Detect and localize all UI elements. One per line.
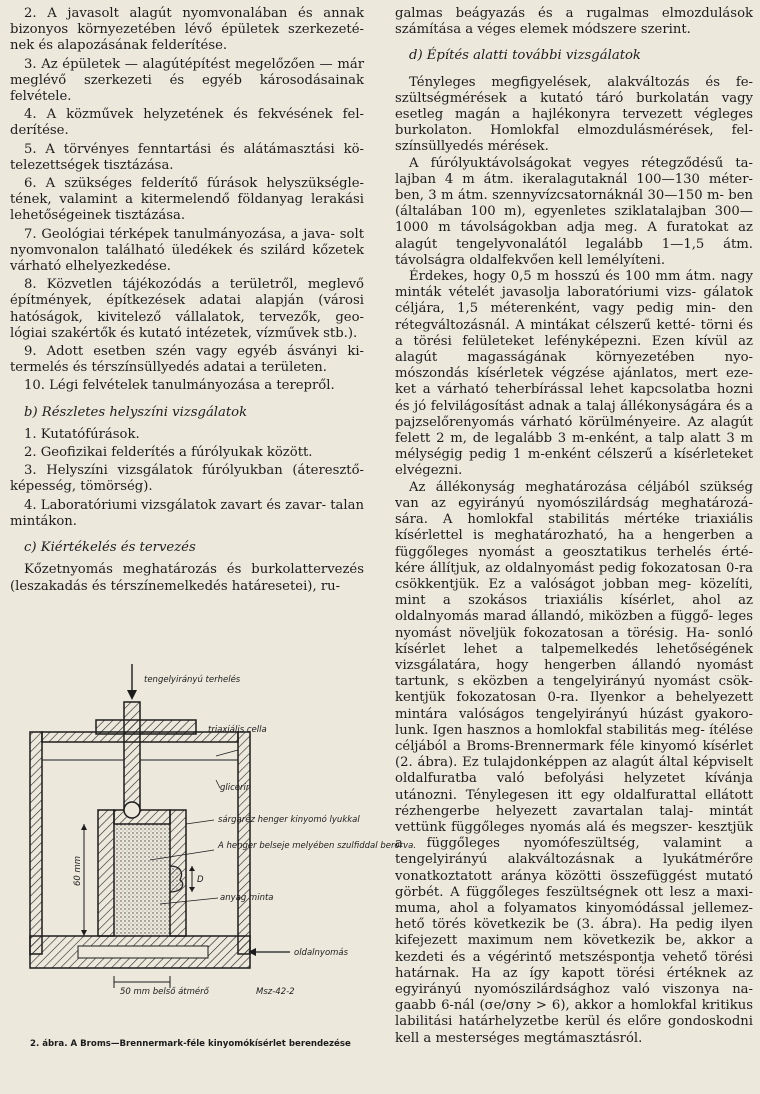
list-item: 2. Geofizikai felderítés a fúrólyukak között.	[24, 445, 313, 461]
paragraph: A fúrólyuktávolságokat vegyes rétegződésű ta- lajban 4 m átm. ikeralagutaknál 100—130 méter- ben, 3 m átm. szennyvízcsatornáknál 30—150 m- ben (általában 100 m), egyenletes sziklatalajban 300—1000 m távolságokban adja meg. A furatokat az alagút tengelyvonalától legalább 1—1,5 átm. távolságra oldalfekvően kell lemélyíteni.	[395, 155, 753, 268]
list-item: 1. Kutatófúrások.	[24, 426, 140, 442]
list-item: 3. Helyszíni vizsgálatok fúrólyukban (áteresztő- képesség, tömörség).	[10, 463, 364, 495]
list-item: 5. A törvényes fenntartási és alátámasztási kö- telezettségek tisztázása.	[10, 141, 364, 173]
label-stamp: Msz-42-2	[256, 987, 295, 997]
paragraph: Kőzetnyomás meghatározás és burkolattervezés (leszakadás és térszínemelkedés határesetei), ru-	[10, 562, 364, 594]
figure-apparatus	[20, 660, 417, 1060]
list-item: 8. Közvetlen tájékozódás a területről, meglevő építmények, építkezések adatai alapján (városi hatóságok, kivitelező vállalatok, tervezők, geo- lógiai szakértők és kutató intézetek, vízművek stb.).	[10, 277, 364, 341]
list-item: 3. Az épületek — alagútépítést megelőzően — már meglévő szerkezeti és egyéb károsodásainak felvétele.	[10, 56, 364, 105]
list-a	[10, 6, 364, 395]
list-item: 10. Légi felvételek tanulmányozása a terepről.	[24, 378, 335, 394]
paragraph-continued: galmas beágyazás és a rugalmas elmozdulások számítása a véges elemek módszere szerint.	[395, 6, 753, 38]
apparatus-diagram	[20, 660, 417, 1060]
section-heading-d: d) Építés alatti további vizsgálatok	[409, 48, 641, 64]
label-soil-sample: anyag minta	[220, 893, 274, 903]
section-heading-c: c) Kiértékelés és tervezés	[24, 540, 196, 556]
list-item: 2. A javasolt alagút nyomvonalában és annak bizonyos környezetében lévő épületek szerkezeté- nek és alapozásának felderítése.	[10, 6, 364, 54]
label-d: D	[197, 875, 204, 885]
label-hole-sealed: A henger belseje melyében szulfiddal berorva.	[218, 841, 417, 851]
list-item: 7. Geológiai térképek tanulmányozása, a java- solt nyomvonalon található üledékek és szilárd kőzetek várható elhelyezkedése.	[10, 226, 364, 275]
right-column	[395, 6, 753, 1047]
label-width: 50 mm belső átmérő	[120, 987, 209, 997]
list-item: 4. A közművek helyzetének és fekvésének fel- derítése.	[10, 107, 364, 139]
label-height: 60 mm	[73, 855, 83, 886]
list-b	[10, 427, 364, 530]
list-item: 9. Adott esetben szén vagy egyéb ásványi ki- termelés és térszínsüllyedés adatai a területen.	[10, 344, 364, 376]
label-lateral-pressure: oldalnyomás	[294, 948, 349, 958]
left-column	[10, 6, 364, 595]
paragraph: Tényleges megfigyelések, alakváltozás és fe- szültségmérések a kutató táró burkolatán vagy esetleg magán a hajlékonyra tervezett végleges burkolaton. Homlokfal elmozdulásmérések, fel- színsüllyedés mérések.	[395, 74, 753, 155]
list-item: 6. A szükséges felderítő fúrások helyszükségle- tének, valamint a kitermelendő földanyag lerakási lehetőségeinek tisztázása.	[10, 176, 364, 224]
figure-caption: 2. ábra. A Broms—Brennermark-féle kinyomókísérlet berendezése	[30, 1039, 351, 1049]
paragraph: Érdekes, hogy 0,5 m hosszú és 100 mm átm. nagy minták vételét javasolja laboratóriumi vizs- gálatok céljára, 1,5 méterenként, vagy pedig min- den rétegváltozásnál. A mintákat célszerű ketté- törni és a törési felületeket lefényképezni. Ezen kívül az alagút magasságának környezetében nyo- mószondás kísérletek végzése ajánlatos, mert eze- ket a várható teherbírással lehet kapcsolatba hozni és jó felvilágosítást adnak a talaj állékonyságára és a pajzselőrenyomás várható körülményeire. Az alagút felett 2 m, de legalább 3 m-enként, a talp alatt 3 m mélységig pedig 1 m-enként célszerű a kísérleteket elvégezni.	[395, 269, 753, 479]
list-item: 4. Laboratóriumi vizsgálatok zavart és zavar- talan mintákon.	[10, 497, 364, 529]
paragraph: Az állékonyság meghatározása céljából szükség van az egyirányú nyomószilárdság meghatározá- sára. A homlokfal stabilitás mértéke triaxiális kísérlettel is meghatározható, ha a hengerben a függőleges nyomást a geosztatikus terhelés érté- kére állítjuk, az oldalnyomást pedig fokozatosan 0-ra csökkentjük. Ez a valóságot jobban meg- közelíti, mint a szokásos triaxiális kísérlet, ahol az oldalnyomás marad állandó, miközben a függő- leges nyomást növeljük fokozatosan a törésig. Ha- sonló kísérlet lehet a talpemelkedés lehetőségének vizsgálatára, hogy hengerben állandó nyomást tartunk, s eközben a tengelyirányú nyomást csök- kentjük fokozatosan 0-ra. Ilyenkor a behelyezett mintára valóságos tengelyirányú húzást gyakoro- lunk. Igen hasznos a homlokfal stabilitás meg- ítélése céljából a Broms-Brennermark féle kinyomó kísérlet (2. ábra). Ez tulajdonképpen az alagút által képviselt oldalfuratba való befolyási helyzetet kívánja utánozni. Ténylegesen itt egy oldalfurattal ellátott rézhengerbe helyezett zavartalan talaj- mintát vettünk függőleges nyomás alá és megszer- kesztjük a függőleges nyomófeszültség, valamint a tengelyirányú alakváltozásnak a lyukátmérőre vonatkoztatott aránya közötti összefüggést mutató görbét. A függőleges feszültségnek ott lesz a maxi- muma, ahol a folyamatos kinyomódással jellemez- hető törés következik be (3. ábra). Ha pedig ilyen kifejezett maximum nem következik be, akkor a kezdeti és a végérintő metszéspontja vehető törési határnak. Ha az így kapott törési értéknek az egyirányú nyomószilárdsághoz való viszonya na- gaabb 6-nál (σe/σny > 6), akkor a homlokfal kritikus labilitási határhelyzetbe kerül és előre gondoskodni kell a mesterséges megtámasztásról.	[395, 479, 753, 1046]
label-triaxial-cell: triaxiális cella	[208, 725, 267, 735]
label-glycerin: glicerin	[220, 783, 252, 793]
section-heading-b: b) Részletes helyszíni vizsgálatok	[24, 404, 248, 420]
label-axial-load: tengelyirányú terhelés	[144, 675, 241, 685]
label-brass-cylinder: sárgaréz henger kinyomó lyukkal	[218, 815, 360, 825]
